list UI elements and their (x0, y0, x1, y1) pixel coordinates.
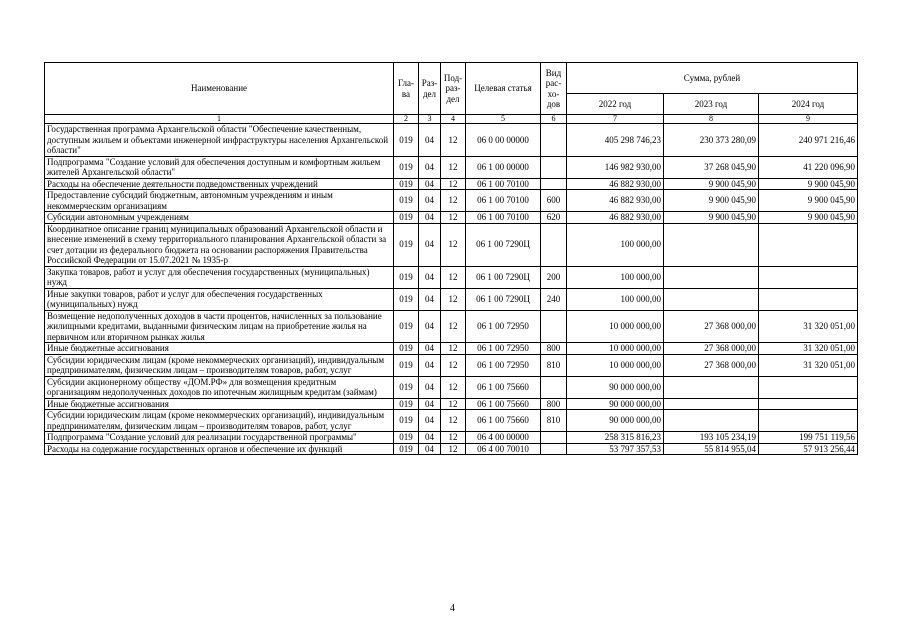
row-name: Иные бюджетные ассигнования (45, 343, 394, 355)
row-glava: 019 (394, 288, 419, 310)
row-glava: 019 (394, 354, 419, 376)
header-glava: Гла-ва (394, 63, 419, 115)
row-vid-raskhodov: 810 (541, 354, 567, 376)
row-glava: 019 (394, 212, 419, 224)
row-sum-2022: 405 298 746,23 (567, 124, 664, 157)
row-vid-raskhodov: 600 (541, 190, 567, 212)
row-podrazdel: 12 (441, 443, 466, 455)
col-number: 9 (759, 115, 858, 124)
row-sum-2023: 37 268 045,90 (664, 156, 759, 178)
row-podrazdel: 12 (441, 310, 466, 343)
row-tselevaya-statya: 06 1 00 70100 (466, 212, 541, 224)
row-glava: 019 (394, 266, 419, 288)
row-name: Расходы на обеспечение деятельности подведомственных учреждений (45, 178, 394, 190)
row-sum-2024: 41 220 096,90 (759, 156, 858, 178)
col-number: 6 (541, 115, 567, 124)
col-number: 5 (466, 115, 541, 124)
row-vid-raskhodov (541, 156, 567, 178)
row-podrazdel: 12 (441, 156, 466, 178)
row-tselevaya-statya: 06 1 00 70100 (466, 178, 541, 190)
row-sum-2023: 9 900 045,90 (664, 178, 759, 190)
row-sum-2024 (759, 266, 858, 288)
row-vid-raskhodov: 200 (541, 266, 567, 288)
row-name: Субсидии юридическим лицам (кроме некоммерческих организаций), индивидуальным предпринимателям, физическим лицам – производителям товаров, работ, услуг (45, 410, 394, 432)
row-razdel: 04 (419, 212, 441, 224)
row-sum-2023 (664, 398, 759, 410)
row-sum-2023: 9 900 045,90 (664, 190, 759, 212)
row-name: Субсидии акционерному обществу «ДОМ.РФ» для возмещения кредитным организациям недополученных доходов по ипотечным жилищным кредитам (займам) (45, 376, 394, 398)
row-sum-2022: 10 000 000,00 (567, 354, 664, 376)
row-sum-2022: 46 882 930,00 (567, 212, 664, 224)
row-podrazdel: 12 (441, 376, 466, 398)
column-number-row (45, 115, 858, 124)
row-vid-raskhodov: 800 (541, 343, 567, 355)
row-sum-2024: 9 900 045,90 (759, 178, 858, 190)
row-podrazdel: 12 (441, 354, 466, 376)
table-body (45, 124, 858, 455)
row-sum-2024: 9 900 045,90 (759, 212, 858, 224)
table-row (45, 223, 858, 266)
row-sum-2024 (759, 288, 858, 310)
budget-table (44, 62, 858, 455)
table-row (45, 288, 858, 310)
row-sum-2024: 57 913 256,44 (759, 443, 858, 455)
row-razdel: 04 (419, 354, 441, 376)
row-podrazdel: 12 (441, 266, 466, 288)
row-sum-2024 (759, 398, 858, 410)
row-tselevaya-statya: 06 1 00 7290Ц (466, 266, 541, 288)
table-row (45, 266, 858, 288)
row-vid-raskhodov (541, 178, 567, 190)
row-glava: 019 (394, 410, 419, 432)
header-summa: Сумма, рублей (567, 63, 858, 94)
row-name: Координатное описание границ муниципальных образований Архангельской области и внесение изменений в схему территориального планирования Архангельской области за счет дотации из федерального бюджета на основании распоряжения Правительства Российской Федерации от 15.07.2021 № 1935-р (45, 223, 394, 266)
row-vid-raskhodov: 810 (541, 410, 567, 432)
row-sum-2023: 9 900 045,90 (664, 212, 759, 224)
table-row (45, 354, 858, 376)
row-glava: 019 (394, 310, 419, 343)
table-row (45, 190, 858, 212)
row-name: Иные бюджетные ассигнования (45, 398, 394, 410)
row-razdel: 04 (419, 343, 441, 355)
row-razdel: 04 (419, 410, 441, 432)
header-vid-raskhodov: Вид рас-хо-дов (541, 63, 567, 115)
row-tselevaya-statya: 06 1 00 7290Ц (466, 223, 541, 266)
row-tselevaya-statya: 06 1 00 7290Ц (466, 288, 541, 310)
row-sum-2023 (664, 223, 759, 266)
row-sum-2024: 31 320 051,00 (759, 343, 858, 355)
row-vid-raskhodov (541, 443, 567, 455)
row-name: Подпрограмма "Создание условий для реализации государственной программы" (45, 432, 394, 444)
row-vid-raskhodov (541, 124, 567, 157)
row-razdel: 04 (419, 310, 441, 343)
row-sum-2022: 10 000 000,00 (567, 343, 664, 355)
header-razdel: Раз-дел (419, 63, 441, 115)
row-tselevaya-statya: 06 0 00 00000 (466, 124, 541, 157)
row-sum-2024 (759, 376, 858, 398)
row-vid-raskhodov (541, 310, 567, 343)
row-name: Возмещение недополученных доходов в части процентов, начисленных за пользование жилищными кредитами, выданными физическим лицам на приобретение жилья на первичном или вторичном рынках жилья (45, 310, 394, 343)
row-vid-raskhodov (541, 376, 567, 398)
row-sum-2023: 55 814 955,04 (664, 443, 759, 455)
row-tselevaya-statya: 06 1 00 70100 (466, 190, 541, 212)
row-sum-2022: 53 797 357,53 (567, 443, 664, 455)
row-glava: 019 (394, 223, 419, 266)
row-razdel: 04 (419, 156, 441, 178)
row-sum-2024: 199 751 119,56 (759, 432, 858, 444)
row-sum-2023 (664, 410, 759, 432)
row-sum-2023: 193 105 234,19 (664, 432, 759, 444)
row-sum-2022: 258 315 816,23 (567, 432, 664, 444)
row-razdel: 04 (419, 398, 441, 410)
table-row (45, 156, 858, 178)
row-podrazdel: 12 (441, 432, 466, 444)
row-razdel: 04 (419, 288, 441, 310)
row-podrazdel: 12 (441, 343, 466, 355)
row-sum-2023: 27 368 000,00 (664, 310, 759, 343)
row-razdel: 04 (419, 376, 441, 398)
row-glava: 019 (394, 343, 419, 355)
row-vid-raskhodov (541, 223, 567, 266)
row-glava: 019 (394, 156, 419, 178)
row-sum-2022: 46 882 930,00 (567, 178, 664, 190)
table-row (45, 343, 858, 355)
row-sum-2024: 31 320 051,00 (759, 310, 858, 343)
col-number: 7 (567, 115, 664, 124)
table-row (45, 432, 858, 444)
row-sum-2023: 27 368 000,00 (664, 354, 759, 376)
col-number: 1 (45, 115, 394, 124)
row-podrazdel: 12 (441, 410, 466, 432)
header-podrazdel: Под-раз-дел (441, 63, 466, 115)
row-sum-2022: 90 000 000,00 (567, 410, 664, 432)
row-podrazdel: 12 (441, 178, 466, 190)
row-sum-2022: 10 000 000,00 (567, 310, 664, 343)
row-podrazdel: 12 (441, 190, 466, 212)
row-podrazdel: 12 (441, 398, 466, 410)
row-tselevaya-statya: 06 1 00 75660 (466, 398, 541, 410)
row-name: Закупка товаров, работ и услуг для обеспечения государственных (муниципальных) нужд (45, 266, 394, 288)
row-name: Предоставление субсидий бюджетным, автономным учреждениям и иным некоммерческим организациям (45, 190, 394, 212)
row-sum-2023 (664, 266, 759, 288)
row-glava: 019 (394, 124, 419, 157)
row-tselevaya-statya: 06 1 00 75660 (466, 410, 541, 432)
row-tselevaya-statya: 06 1 00 00000 (466, 156, 541, 178)
row-sum-2022: 90 000 000,00 (567, 376, 664, 398)
col-number: 8 (664, 115, 759, 124)
row-podrazdel: 12 (441, 288, 466, 310)
row-glava: 019 (394, 398, 419, 410)
row-glava: 019 (394, 432, 419, 444)
row-name: Субсидии автономным учреждениям (45, 212, 394, 224)
row-vid-raskhodov: 620 (541, 212, 567, 224)
row-razdel: 04 (419, 266, 441, 288)
row-sum-2024: 240 971 216,46 (759, 124, 858, 157)
page-number: 4 (450, 603, 455, 614)
row-sum-2024: 9 900 045,90 (759, 190, 858, 212)
row-tselevaya-statya: 06 4 00 70010 (466, 443, 541, 455)
header-name: Наименование (45, 63, 394, 115)
row-razdel: 04 (419, 178, 441, 190)
row-tselevaya-statya: 06 1 00 72950 (466, 343, 541, 355)
row-sum-2023 (664, 288, 759, 310)
row-sum-2022: 146 982 930,00 (567, 156, 664, 178)
row-vid-raskhodov: 800 (541, 398, 567, 410)
row-vid-raskhodov (541, 432, 567, 444)
col-number: 3 (419, 115, 441, 124)
row-razdel: 04 (419, 190, 441, 212)
table-row (45, 310, 858, 343)
row-sum-2022: 100 000,00 (567, 288, 664, 310)
row-glava: 019 (394, 443, 419, 455)
row-tselevaya-statya: 06 1 00 72950 (466, 354, 541, 376)
header-tselevaya-statya: Целевая статья (466, 63, 541, 115)
row-sum-2022: 46 882 930,00 (567, 190, 664, 212)
row-tselevaya-statya: 06 1 00 75660 (466, 376, 541, 398)
row-sum-2023: 27 368 000,00 (664, 343, 759, 355)
row-podrazdel: 12 (441, 212, 466, 224)
row-glava: 019 (394, 190, 419, 212)
table-row (45, 410, 858, 432)
row-sum-2022: 100 000,00 (567, 266, 664, 288)
row-tselevaya-statya: 06 4 00 00000 (466, 432, 541, 444)
row-sum-2024: 31 320 051,00 (759, 354, 858, 376)
row-sum-2023: 230 373 280,09 (664, 124, 759, 157)
row-name: Расходы на содержание государственных органов и обеспечение их функций (45, 443, 394, 455)
table-row (45, 178, 858, 190)
row-razdel: 04 (419, 124, 441, 157)
row-sum-2022: 90 000 000,00 (567, 398, 664, 410)
col-number: 4 (441, 115, 466, 124)
row-tselevaya-statya: 06 1 00 72950 (466, 310, 541, 343)
table-row (45, 212, 858, 224)
table-row (45, 376, 858, 398)
row-name: Государственная программа Архангельской области "Обеспечение качественным, доступным жильем и объектами инженерной инфраструктуры населения Архангельской области" (45, 124, 394, 157)
row-podrazdel: 12 (441, 223, 466, 266)
row-vid-raskhodov: 240 (541, 288, 567, 310)
row-sum-2022: 100 000,00 (567, 223, 664, 266)
header-year-2024: 2024 год (759, 94, 858, 115)
row-name: Иные закупки товаров, работ и услуг для обеспечения государственных (муниципальных) нужд (45, 288, 394, 310)
table-row (45, 124, 858, 157)
table-row (45, 398, 858, 410)
row-podrazdel: 12 (441, 124, 466, 157)
row-razdel: 04 (419, 223, 441, 266)
row-sum-2024 (759, 223, 858, 266)
header-year-2023: 2023 год (664, 94, 759, 115)
row-razdel: 04 (419, 443, 441, 455)
row-name: Субсидии юридическим лицам (кроме некоммерческих организаций), индивидуальным предпринимателям, физическим лицам – производителям товаров, работ, услуг (45, 354, 394, 376)
row-sum-2023 (664, 376, 759, 398)
col-number: 2 (394, 115, 419, 124)
row-glava: 019 (394, 376, 419, 398)
row-sum-2024 (759, 410, 858, 432)
row-razdel: 04 (419, 432, 441, 444)
header-year-2022: 2022 год (567, 94, 664, 115)
row-glava: 019 (394, 178, 419, 190)
table-row (45, 443, 858, 455)
row-name: Подпрограмма "Создание условий для обеспечения доступным и комфортным жильем жителей Архангельской области" (45, 156, 394, 178)
